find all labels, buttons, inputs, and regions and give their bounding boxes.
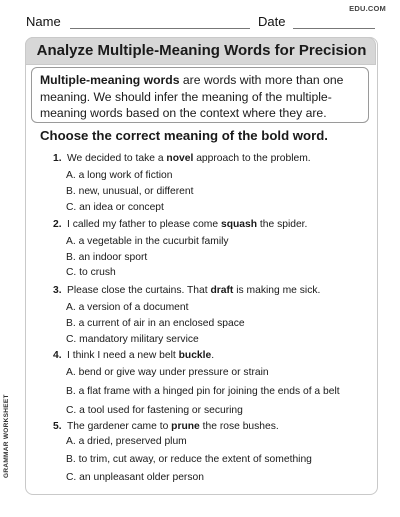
q4-option-c[interactable]: C. a tool used for fastening or securing [66, 405, 243, 416]
q2-option-c[interactable]: C. to crush [66, 267, 116, 278]
page-title: Analyze Multiple-Meaning Words for Precision [36, 42, 367, 59]
q1-option-b[interactable]: B. new, unusual, or different [66, 186, 194, 197]
q2-option-a[interactable]: A. a vegetable in the cucurbit family [66, 236, 229, 247]
q3-option-c[interactable]: C. mandatory military service [66, 334, 199, 345]
question-text-post: is making me sick. [233, 285, 321, 296]
question-number: 4. [53, 350, 62, 361]
date-label: Date [258, 14, 286, 29]
q1-option-c[interactable]: C. an idea or concept [66, 202, 164, 213]
name-line[interactable] [70, 28, 250, 29]
question-bold-word: novel [166, 153, 194, 164]
title-bar [25, 37, 376, 65]
instruction: Choose the correct meaning of the bold word. [40, 128, 328, 143]
worksheet-header [0, 0, 400, 36]
question-2 [53, 219, 307, 230]
q2-option-b[interactable]: B. an indoor sport [66, 252, 148, 263]
question-4 [53, 350, 214, 361]
side-label: GRAMMAR WORKSHEET [3, 394, 10, 478]
question-number: 3. [53, 285, 62, 296]
q1-option-a[interactable]: A. a long work of fiction [66, 170, 173, 181]
info-line1: are words with more than one [179, 73, 344, 87]
question-text-pre: I called my father to please come [67, 219, 221, 230]
question-bold-word: buckle [178, 350, 212, 361]
question-number: 5. [53, 421, 62, 432]
question-bold-word: prune [171, 421, 200, 432]
q5-option-c[interactable]: C. an unpleasant older person [66, 472, 204, 483]
q5-option-b[interactable]: B. to trim, cut away, or reduce the extent of something [66, 454, 312, 465]
question-text-pre: I think I need a new belt [67, 350, 179, 361]
info-line3: meaning words based on the context where they are. [40, 106, 327, 120]
question-3 [53, 285, 320, 296]
question-text-pre: Please close the curtains. That [67, 285, 211, 296]
q4-option-a[interactable]: A. bend or give way under pressure or strain [66, 367, 269, 378]
q5-option-a[interactable]: A. a dried, preserved plum [66, 436, 187, 447]
question-number: 1. [53, 153, 62, 164]
question-text-pre: We decided to take a [67, 153, 167, 164]
question-bold-word: draft [210, 285, 234, 296]
question-text-post: approach to the problem. [193, 153, 311, 164]
info-bold-term: Multiple-meaning words [40, 73, 180, 87]
question-text-post: the spider. [257, 219, 308, 230]
info-text [40, 72, 364, 122]
brand-logo: EDU.COM [349, 4, 386, 13]
question-bold-word: squash [220, 219, 258, 230]
question-text-post: the rose bushes. [199, 421, 279, 432]
question-1 [53, 153, 311, 164]
q3-option-a[interactable]: A. a version of a document [66, 302, 189, 313]
question-number: 2. [53, 219, 62, 230]
q4-option-b[interactable]: B. a flat frame with a hinged pin for joining the ends of a belt [66, 386, 340, 397]
name-label: Name [26, 14, 61, 29]
q3-option-b[interactable]: B. a current of air in an enclosed space [66, 318, 245, 329]
info-box [31, 67, 369, 123]
info-line2: meaning. We should infer the meaning of the multiple- [40, 89, 332, 104]
question-text-post: . [211, 350, 215, 361]
question-text-pre: The gardener came to [67, 421, 172, 432]
date-line[interactable] [293, 28, 375, 29]
question-5 [53, 421, 279, 432]
